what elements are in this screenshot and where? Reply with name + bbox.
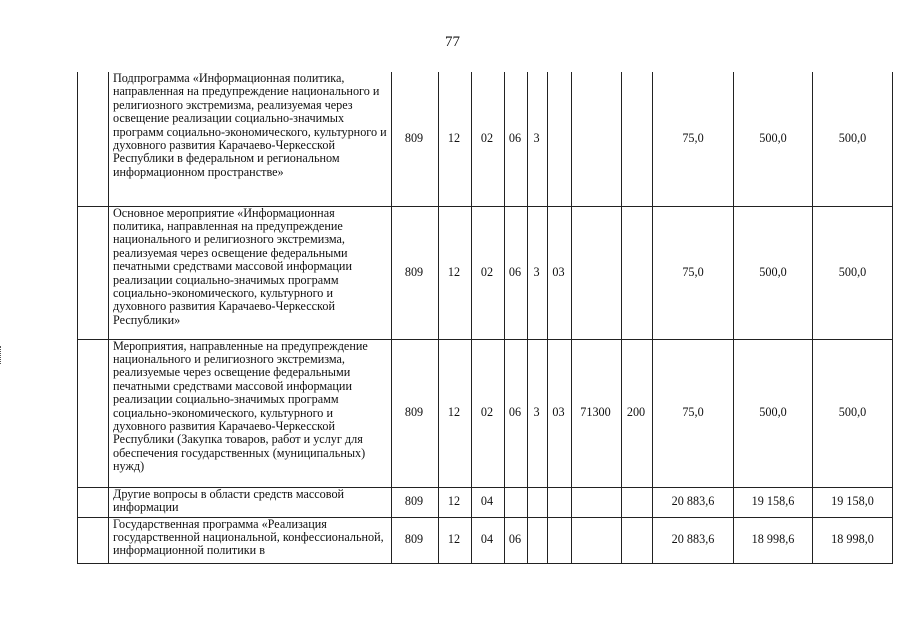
row-subprogram: 3 <box>528 339 548 487</box>
row-amount-1: 20 883,6 <box>653 517 734 563</box>
row-event <box>548 72 572 206</box>
row-section: 12 <box>439 487 472 517</box>
table-row <box>78 339 893 487</box>
row-section: 12 <box>439 517 472 563</box>
row-amount-3: 500,0 <box>813 206 893 339</box>
row-subsection: 02 <box>472 72 505 206</box>
row-ministry: 809 <box>392 72 439 206</box>
row-expense-type <box>622 72 653 206</box>
row-program: 06 <box>505 206 528 339</box>
row-direction <box>572 72 622 206</box>
row-ministry: 809 <box>392 487 439 517</box>
row-description: Государственная программа «Реализация государственной национальной, конфессиональной, информационной политики в <box>109 517 392 563</box>
row-subsection: 02 <box>472 339 505 487</box>
table-row <box>78 517 893 563</box>
table-row <box>78 206 893 339</box>
row-description: Основное мероприятие «Информационная политика, направленная на предупреждение национального и религиозного экстремизма, реализуемая через освещение федеральными печатными средствами массовой информации реализации социально-значимых программ социально-экономического, культурного и духовного развития Карачаево-Черкесской Республики» <box>109 206 392 339</box>
row-subsection: 04 <box>472 517 505 563</box>
row-direction <box>572 487 622 517</box>
row-description: Подпрограмма «Информационная политика, направленная на предупреждение национального и религиозного экстремизма, реализуемая через освещение реализации социально-значимых программ социально-экономического, культурного и духовного развития Карачаево-Черкесской Республики в федеральном и региональном информационном пространстве» <box>109 72 392 206</box>
row-event <box>548 487 572 517</box>
row-direction: 71300 <box>572 339 622 487</box>
row-subsection: 02 <box>472 206 505 339</box>
row-amount-2: 500,0 <box>734 206 813 339</box>
table-row <box>78 72 893 206</box>
row-section: 12 <box>439 72 472 206</box>
row-event: 03 <box>548 339 572 487</box>
row-ministry: 809 <box>392 339 439 487</box>
row-description: Другие вопросы в области средств массовой информации <box>109 487 392 517</box>
row-amount-3: 18 998,0 <box>813 517 893 563</box>
row-blank-cell <box>78 487 109 517</box>
row-blank-cell <box>78 206 109 339</box>
row-section: 12 <box>439 206 472 339</box>
row-amount-3: 19 158,0 <box>813 487 893 517</box>
row-expense-type <box>622 487 653 517</box>
row-expense-type <box>622 206 653 339</box>
row-amount-2: 500,0 <box>734 339 813 487</box>
row-program: 06 <box>505 72 528 206</box>
row-subprogram: 3 <box>528 72 548 206</box>
table-row <box>78 487 893 517</box>
row-ministry: 809 <box>392 206 439 339</box>
row-amount-1: 75,0 <box>653 339 734 487</box>
row-subprogram <box>528 517 548 563</box>
row-blank-cell <box>78 339 109 487</box>
row-blank-cell <box>78 517 109 563</box>
row-expense-type: 200 <box>622 339 653 487</box>
row-description: Мероприятия, направленные на предупреждение национального и религиозного экстремизма, реализуемые через освещение федеральными печатными средствами массовой информации реализации социально-значимых программ социально-экономического, культурного и духовного развития Карачаево-Черкесской Республики (Закупка товаров, работ и услуг для обеспечения государственных (муниципальных) нужд) <box>109 339 392 487</box>
row-event <box>548 517 572 563</box>
row-amount-3: 500,0 <box>813 72 893 206</box>
row-amount-2: 19 158,6 <box>734 487 813 517</box>
budget-table <box>77 72 893 564</box>
row-program <box>505 487 528 517</box>
row-direction <box>572 206 622 339</box>
row-direction <box>572 517 622 563</box>
row-section: 12 <box>439 339 472 487</box>
row-amount-2: 500,0 <box>734 72 813 206</box>
row-event: 03 <box>548 206 572 339</box>
row-expense-type <box>622 517 653 563</box>
row-amount-3: 500,0 <box>813 339 893 487</box>
row-subprogram: 3 <box>528 206 548 339</box>
page-number: 77 <box>445 34 460 50</box>
row-amount-1: 75,0 <box>653 206 734 339</box>
row-ministry: 809 <box>392 517 439 563</box>
margin-mark <box>0 346 3 364</box>
row-program: 06 <box>505 339 528 487</box>
row-subprogram <box>528 487 548 517</box>
row-blank-cell <box>78 72 109 206</box>
row-amount-1: 20 883,6 <box>653 487 734 517</box>
row-amount-1: 75,0 <box>653 72 734 206</box>
row-program: 06 <box>505 517 528 563</box>
row-subsection: 04 <box>472 487 505 517</box>
row-amount-2: 18 998,6 <box>734 517 813 563</box>
